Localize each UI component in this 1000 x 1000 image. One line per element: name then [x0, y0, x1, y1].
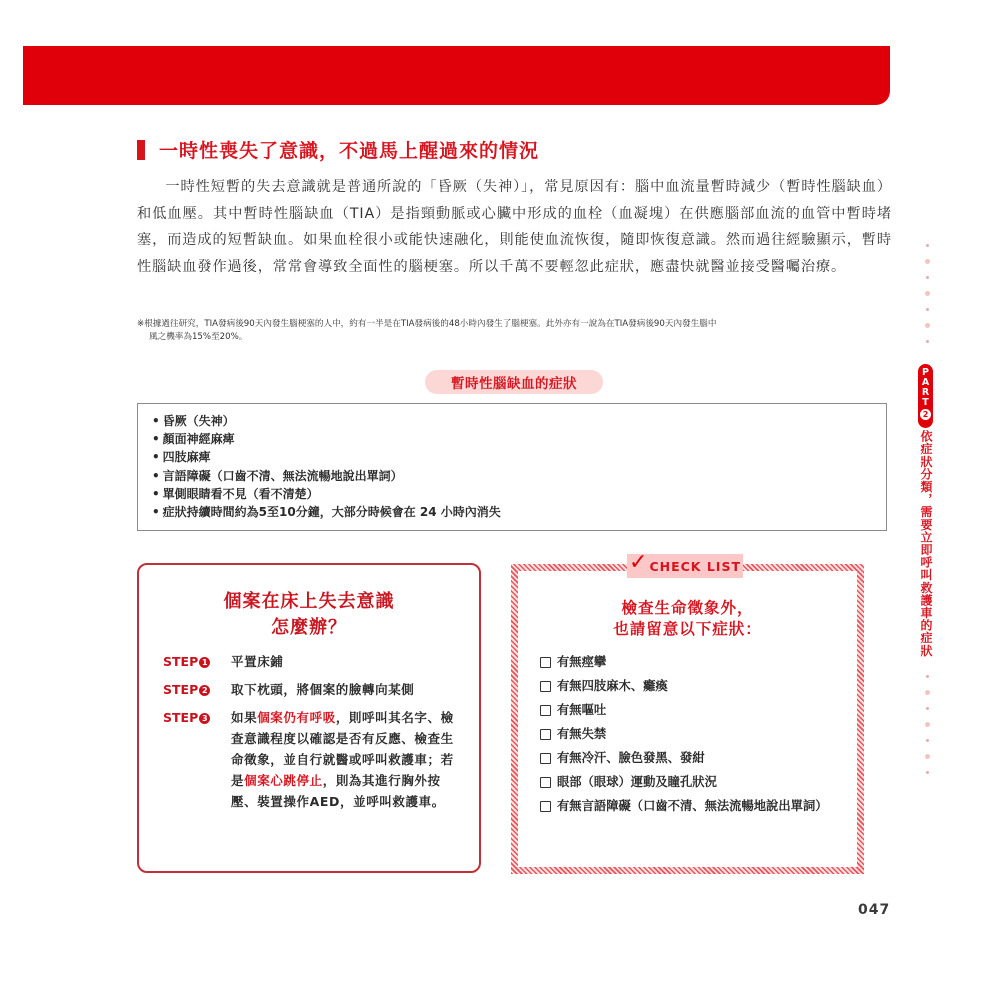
highlight-text: 個案心跳停止 — [244, 773, 323, 788]
symptom-item: • 顏面神經麻痺 — [152, 430, 872, 448]
highlight-text: 個案仍有呼吸 — [257, 710, 336, 725]
checklist-item: 有無失禁 — [540, 725, 850, 743]
symptoms-title-pill: 暫時性腦缺血的症狀 — [425, 370, 603, 394]
checkbox-icon — [540, 705, 551, 716]
symptom-item: • 症狀持續時間約為5至10分鐘，大部分時候會在 24 小時內消失 — [152, 503, 872, 521]
symptom-item: • 昏厥（失神） — [152, 412, 872, 430]
symptom-item: • 單側眼睛看不見（看不清楚） — [152, 485, 872, 503]
heading-bar-icon — [137, 140, 145, 160]
side-dots-top — [922, 244, 932, 355]
checklist-title: 檢查生命徵象外， 也請留意以下症狀： — [613, 599, 762, 638]
steps-list — [163, 651, 463, 819]
checklist-item: 有無四肢麻木、癱瘓 — [540, 677, 850, 695]
chapter-side-title: 依症狀分類，需要立即呼叫救護車的症狀 — [919, 430, 933, 657]
checkmark-icon: ✓ — [629, 550, 649, 575]
checkbox-icon — [540, 777, 551, 788]
checkbox-icon — [540, 657, 551, 668]
checkbox-icon — [540, 801, 551, 812]
body-paragraph: 一時性短暫的失去意識就是普通所說的「昏厥（失神）」，常見原因有：腦中血流量暫時減少（暫時性腦缺血）和低血壓。其中暫時性腦缺血（TIA）是指頸動脈或心臟中形成的血栓（血凝塊）在供應腦部血流的血管中暫時堵塞，而造成的短暫缺血。如果血栓很小或能快速融化，則能使血流恢復，隨即恢復意識。然而過往經驗顯示，暫時性腦缺血發作過後，常常會導致全面性的腦梗塞。所以千萬不要輕忽此症狀，應盡快就醫並接受醫囑治療。 — [137, 179, 892, 275]
symptom-item: • 四肢麻痺 — [152, 448, 872, 466]
step-3: STEP 3 如果個案仍有呼吸，則呼叫其名字、檢查意識程度以確認是否有反應、檢查生命徵象，並自行就醫或呼叫救護車；若是個案心跳停止，則為其進行胸外按壓、裝置操作AED，並呼叫救護車。 — [163, 710, 454, 809]
step-2: STEP 2 取下枕頭，將個案的臉轉向某側 — [163, 682, 415, 697]
page-number: 047 — [858, 902, 891, 918]
footnote: ※根據過往研究，TIA發病後90天內發生腦梗塞的人中，約有一半是在TIA發病後的48小時內發生了腦梗塞。此外亦有一說為在TIA發病後90天內發生腦中 風之機率為15%至20%。 — [137, 319, 717, 342]
symptoms-list — [152, 412, 872, 521]
section-title: 一時性喪失了意識，不過馬上醒過來的情況 — [159, 140, 540, 162]
symptoms-box — [137, 403, 887, 531]
checklist-item: 有無言語障礙（口齒不清、無法流暢地說出單詞） — [540, 797, 850, 815]
checklist-item: 有無嘔吐 — [540, 701, 850, 719]
checklist-item: 眼部（眼球）運動及瞳孔狀況 — [540, 773, 850, 791]
checkbox-icon — [540, 681, 551, 692]
step-number-icon: 1 — [199, 657, 210, 668]
symptom-item: • 言語障礙（口齒不清、無法流暢地說出單詞） — [152, 467, 872, 485]
checklist-items — [540, 653, 850, 821]
step-number-icon: 2 — [199, 685, 210, 696]
checklist-tag: ✓ CHECK LIST — [627, 554, 743, 578]
part-badge: PART 2 — [918, 364, 933, 428]
steps-box — [137, 563, 481, 873]
checkbox-icon — [540, 753, 551, 764]
part-number: 2 — [920, 409, 931, 420]
header-banner — [23, 46, 890, 105]
step-number-icon: 3 — [199, 713, 210, 724]
checklist-item: 有無冷汗、臉色發黑、發紺 — [540, 749, 850, 767]
checklist-item: 有無痙攣 — [540, 653, 850, 671]
step-1: STEP 1 平置床鋪 — [163, 654, 284, 669]
steps-title: 個案在床上失去意識 怎麼辦？ — [223, 591, 395, 638]
side-dots-bottom — [922, 675, 932, 786]
checkbox-icon — [540, 729, 551, 740]
section-heading — [137, 136, 539, 163]
